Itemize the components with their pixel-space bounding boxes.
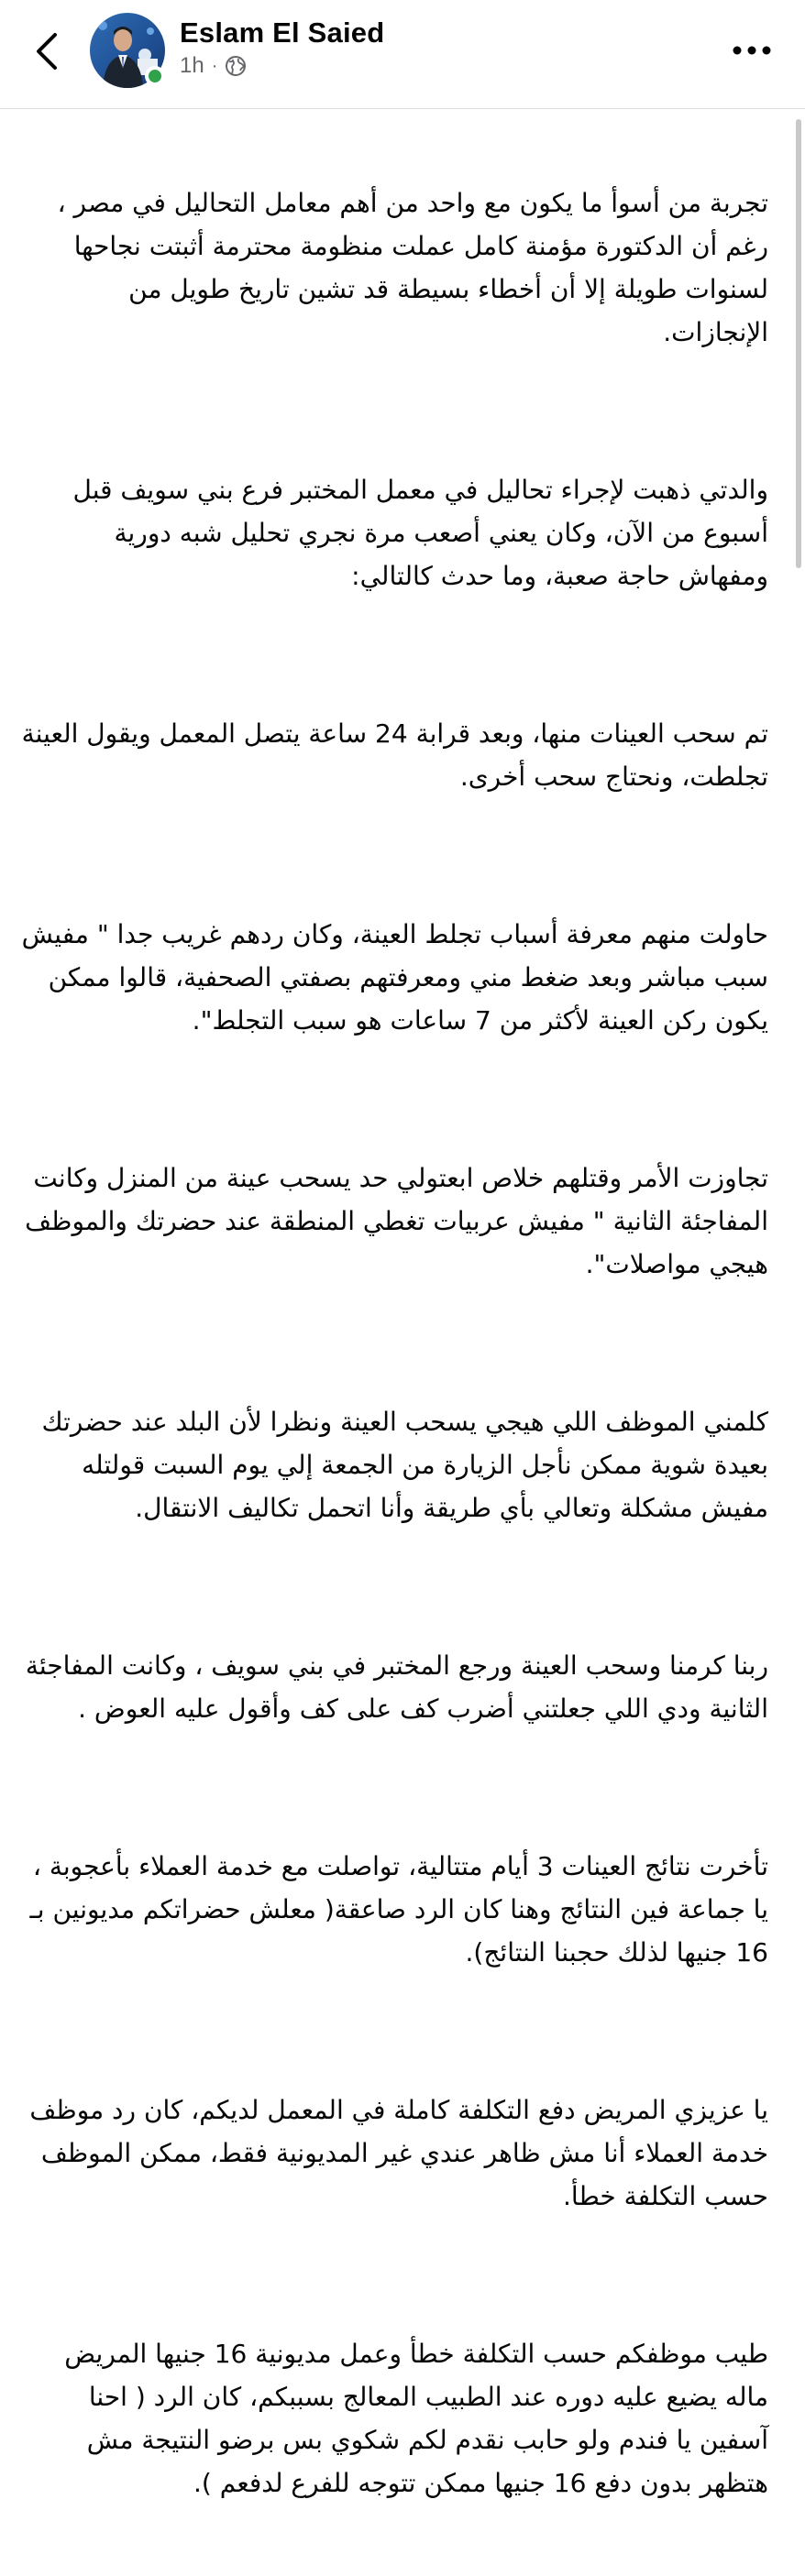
author-avatar[interactable] [90, 13, 165, 88]
post-paragraph: كلمني الموظف اللي هيجي يسحب العينة ونظرا لأن البلد عند حضرتك بعيدة شوية ممكن نأجل الزيارة من الجمعة إلي يوم السبت قولتله مفيش مشكلة وتعالي بأي طريقة وأنا اتحمل تكاليف الانتقال. [33, 1407, 768, 1523]
author-name[interactable]: Eslam El Saied [180, 16, 385, 49]
globe-icon [225, 55, 247, 77]
meta-separator: · [211, 55, 218, 76]
post-meta [180, 53, 247, 79]
post-paragraph: تأخرت نتائج العينات 3 أيام متتالية، تواصلت مع خدمة العملاء بأعجوبة ، يا جماعة فين النتائج وهنا كان الرد صاعقة( معلش حضراتكم مديونين بـ 16 جنيها لذلك حجبنا النتائج). [21, 1851, 768, 1968]
post-paragraph: حاولت منهم معرفة أسباب تجلط العينة، وكان ردهم غريب جدا " مفيش سبب مباشر وبعد ضغط مني ومعرفتهم بصفتي الصحفية، قالوا ممكن يكون ركن العينة لأكثر من 7 ساعات هو سبب التجلط". [13, 919, 768, 1036]
scrollbar[interactable] [796, 119, 801, 568]
post-paragraph: ربنا كرمنا وسحب العينة ورجع المختبر في بني سويف ، وكانت المفاجئة الثانية ودي اللي جعلتني أضرب كف على كف وأقول عليه العوض . [17, 1650, 768, 1724]
post-paragraph: تجربة من أسوأ ما يكون مع واحد من أهم معامل التحاليل في مصر ، رغم أن الدكتورة مؤمنة كامل عملت منظومة محترمة أثبتت نجاحها لسنوات طويلة إلا أن أخطاء بسيطة قد تشين تاريخ طويل من الإنجازات. [49, 188, 768, 347]
more-horizontal-icon [733, 46, 771, 55]
post-paragraph: والدتي ذهبت لإجراء تحاليل في معمل المختبر فرع بني سويف قبل أسبوع من الآن، وكان يعني أصعب مرة نجري تحليل شبه دورية ومفهاش حاجة صعبة، وما حدث كالتالي: [64, 475, 768, 591]
chevron-left-icon [35, 31, 59, 71]
post-body [13, 95, 768, 2576]
post-paragraph: طيب موظفكم حسب التكلفة خطأ وعمل مديونية 16 جنيها المريض ماله يضيع عليه دوره عند الطبيب المعالج بسببكم، كان الرد ( احنا آسفين يا فندم ولو حابب نقدم لكم شكوي بس برضو النتيجة مش هتظهر بدون دفع 16 جنيها ممكن تتوجه للفرع لدفعم ). [56, 2339, 768, 2498]
post-header [0, 0, 805, 109]
online-status-dot [145, 66, 165, 86]
post-paragraph: يا عزيزي المريض دفع التكلفة كاملة في المعمل لديكم، كان رد موظف خدمة العملاء أنا مش ظاهر عندي غير المديونية فقط، ممكن الموظف حسب التكلفة خطأ. [21, 2095, 768, 2211]
more-options-button[interactable] [726, 37, 777, 64]
post-time[interactable]: 1h [180, 53, 204, 78]
post-paragraph: تم سحب العينات منها، وبعد قرابة 24 ساعة يتصل المعمل ويقول العينة تجلطت، ونحتاج سحب أخرى. [13, 718, 768, 792]
back-button[interactable] [24, 26, 70, 77]
post-paragraph: تجاوزت الأمر وقتلهم خلاص ابعتولي حد يسحب عينة من المنزل وكانت المفاجئة الثانية " مفيش عربيات تغطي المنطقة عند حضرتك والموظف هيجي مواصلات". [17, 1163, 768, 1279]
